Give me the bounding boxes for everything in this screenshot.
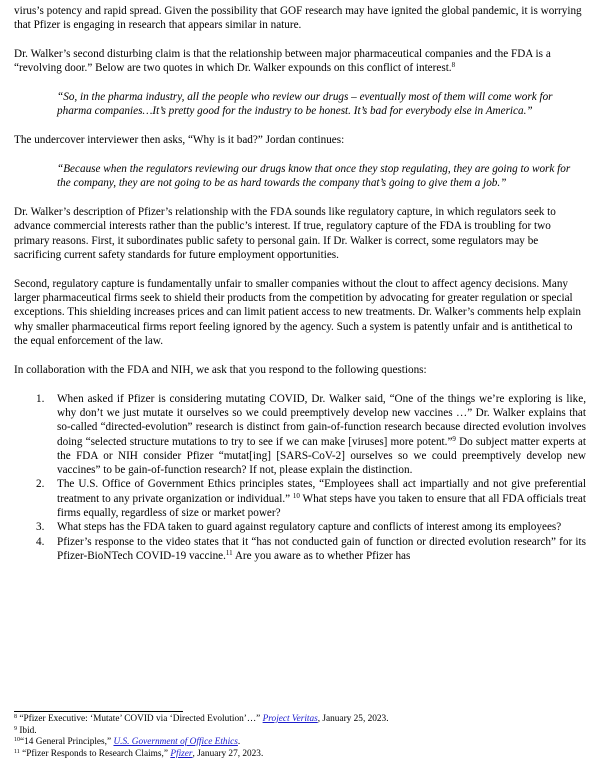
paragraph-request: In collaboration with the FDA and NIH, we ask that you respond to the following questions: <box>14 363 427 376</box>
questions-list <box>14 392 586 564</box>
footnote-10 <box>14 737 389 749</box>
footnote-ref: 8 <box>451 61 456 70</box>
question-text: When asked if Pfizer is considering mutating COVID, Dr. Walker said, “One of the things we’re exploring is like, why don’t we just mutate it ourselves so we could preemptively develop new vaccines …” Dr. Walker explains that so-called “directed-evolution” research is distinct from gain-of-function research because directed evolution involves doing “selected structure mutations to try to see if we can make [viruses] more potent.” <box>57 392 586 448</box>
block-quote-1: “So, in the pharma industry, all the people who review our drugs – eventually most of them will come work for pharma companies…It’s pretty good for the industry to be honest. It’s bad for everybody else in America.” <box>57 91 553 118</box>
paragraph-text: Dr. Walker’s second disturbing claim is that the relationship between major pharmaceutical companies and the FDA is a “revolving door.” Below are two quotes in which Dr. Walker expounds on this conflict of interest. <box>14 48 551 75</box>
footnote-ref: 11 <box>225 548 233 557</box>
paragraph-regulatory-capture: Dr. Walker’s description of Pfizer’s relationship with the FDA sounds like regulatory capture, in which regulators seek to advance commercial interests rather than the public’s interest. If true, regulatory capture of the FDA is troubling for two primary reasons. First, it subordinates public safety to personal gain. If Dr. Walker is correct, some regulators may be sacrificing current safety standards for future employment opportunities. <box>14 206 556 262</box>
paragraph-interviewer: The undercover interviewer then asks, “Why is it bad?” Jordan continues: <box>14 134 345 147</box>
question-text: Do subject matter experts at the FDA or NIH consider Pfizer “mutat[ing] [SARS-CoV-2] ourselves so we could preemptively develop new vaccines” to be gain-of-function research? If not, please explain the distinction. <box>57 435 586 477</box>
list-number: 4. <box>36 535 45 548</box>
footnote-text: , January 25, 2023. <box>317 714 389 724</box>
link-pfizer[interactable]: Pfizer <box>170 748 193 759</box>
question-text: What steps has the FDA taken to guard against regulatory capture and conflicts of interest among its employees? <box>57 521 562 534</box>
footnote-text: , January 27, 2023. <box>192 748 264 759</box>
document-page <box>14 4 586 563</box>
list-number: 1. <box>36 392 45 405</box>
footnotes <box>14 714 389 760</box>
footnote-text: . <box>237 737 241 748</box>
footnote-number: 11 <box>14 748 20 755</box>
footnote-number: 10 <box>14 737 20 744</box>
footnote-text: “Pfizer Executive: ‘Mutate’ COVID via ‘Directed Evolution’…” <box>17 714 263 724</box>
link-project-veritas[interactable]: Project Veritas <box>262 714 318 724</box>
footnote-11 <box>14 749 389 761</box>
footnote-ref: 10 <box>292 491 300 500</box>
question-item <box>36 520 586 534</box>
question-text: Pfizer’s response to the video states that it “has not conducted gain of function or directed evolution research” for its Pfizer-BioNTech COVID-19 vaccine. <box>57 535 586 562</box>
question-item <box>36 477 586 520</box>
question-text: Are you aware as to whether Pfizer has <box>232 549 411 562</box>
question-text: The U.S. Office of Government Ethics principles states, “Employees shall act impartially and not give preferential treatment to any private organization or individual.” <box>57 478 586 505</box>
block-quote-2: “Because when the regulators reviewing our drugs know that once they stop regulating, they are going to work for the company, they are not going to be as hard towards the company that’s going to give them a job.” <box>57 163 571 190</box>
question-item <box>36 535 586 564</box>
question-item <box>36 392 586 478</box>
footnote-text: Ibid. <box>17 725 37 736</box>
footnote-text: “Pfizer Responds to Research Claims,” <box>19 748 171 759</box>
list-number: 2. <box>36 478 45 491</box>
paragraph-unfair-competition: Second, regulatory capture is fundamentally unfair to smaller companies without the clout to affect agency decisions. Many larger pharmaceutical firms seek to shield their products from the competition by advocating for greater regulation or special exceptions. This shielding increases prices and can limit patient access to new treatments. Dr. Walker’s comments help explain why smaller pharmaceutical firms report feeling ignored by the agency. Such a system is patently unfair and is antithetical to the equal enforcement of the law. <box>14 277 582 348</box>
footnote-8 <box>14 714 389 726</box>
paragraph-revolving-door <box>14 47 586 76</box>
link-office-ethics[interactable]: U.S. Government of Office Ethics <box>113 737 238 748</box>
paragraph-gof: virus’s potency and rapid spread. Given the possibility that GOF research may have ignited the global pandemic, it is worrying that Pfizer is engaging in research that appears similar in nature. <box>14 5 582 32</box>
footnote-divider <box>14 711 183 712</box>
footnote-9 <box>14 726 389 738</box>
footnote-number: 8 <box>14 714 17 720</box>
footnote-text: “14 General Principles,” <box>20 737 114 748</box>
footnote-ref: 9 <box>452 434 456 443</box>
question-text: What steps have you taken to ensure that all FDA officials treat firms equally, regardless of size or market power? <box>57 492 586 520</box>
list-number: 3. <box>36 521 45 534</box>
footnote-number: 9 <box>14 725 17 732</box>
